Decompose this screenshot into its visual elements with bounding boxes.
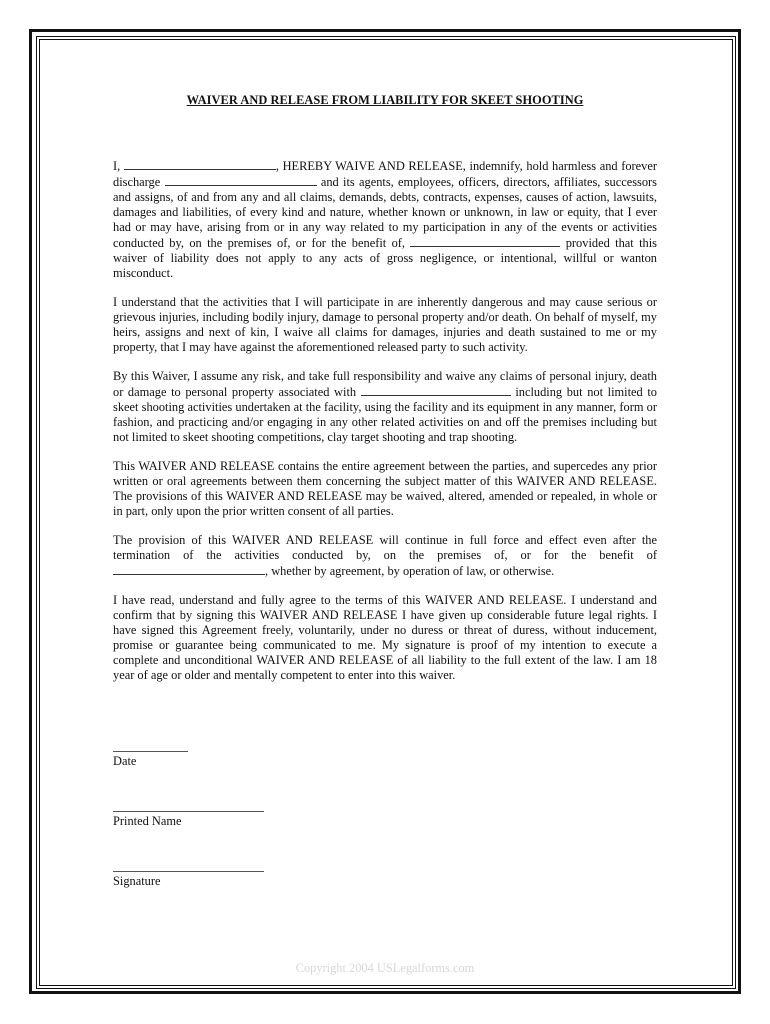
copyright-watermark: Copyright 2004 USLegalforms.com: [295, 961, 475, 975]
document-body: [113, 158, 657, 697]
paragraph-text: The provision of this WAIVER AND RELEASE will continue in full force and effect even after the termination of the activities conducted by, on the premises of, or for the benefit of: [113, 533, 657, 562]
paragraph-text: , whether by agreement, by operation of law, or otherwise.: [265, 564, 555, 578]
date-label: Date: [113, 754, 137, 768]
paragraph-acknowledgment: I have read, understand and fully agree to the terms of this WAIVER AND RELEASE. I understand and confirm that by signing this WAIVER AND RELEASE I have given up considerable future legal rights. I have signed this Agreement freely, voluntarily, under no duress or threat of duress, without inducement, promise or guarantee being communicated to me. My signature is proof of my intention to execute a complete and unconditional WAIVER AND RELEASE of all liability to the full extent of the law. I am 18 year of age or older and mentally competent to enter into this waiver.: [113, 593, 657, 682]
paragraph-risk: I understand that the activities that I will participate in are inherently dangerous and may cause serious or grievous injuries, including bodily injury, damage to personal property and/or death. On behalf of myself, my heirs, assigns and next of kin, I waive all claims for damages, injuries and death sustained to me or my property, that I may have against the aforementioned released party to such activity.: [113, 295, 657, 354]
releasor-name-blank[interactable]: [124, 158, 276, 170]
paragraph-text: provided that this waiver of liability does not apply to any acts of gross negligence, or intentional, willful or wanton misconduct.: [113, 236, 657, 280]
paragraph-text: By this Waiver, I assume any risk, and take full responsibility and waive any claims of personal injury, death or damage to personal property associated with: [113, 369, 657, 399]
paragraph-survival: [113, 533, 657, 579]
paragraph-text: I,: [113, 159, 124, 173]
signature-line[interactable]: [113, 871, 264, 872]
printed-name-line[interactable]: [113, 811, 264, 812]
signature-label: Signature: [113, 874, 161, 888]
date-line[interactable]: [113, 751, 188, 752]
document-title: WAIVER AND RELEASE FROM LIABILITY FOR SKEET SHOOTING: [186, 93, 584, 107]
paragraph-text: , HEREBY WAIVE AND RELEASE, indemnify, hold harmless and forever discharge: [113, 159, 657, 189]
paragraph-text: and its agents, employees, officers, directors, affiliates, successors and assigns, of and from any and all claims, demands, debts, contracts, expenses, causes of action, lawsuits, damages and liabilities, of every kind and nature, whether known or unknown, in law or equity, that I ever had or may have, arising from or in any way related to my participation in any of the events or activities conducted by, on the premises of, or for the benefit of,: [113, 175, 657, 250]
released-party-blank[interactable]: [165, 174, 317, 186]
paragraph-assumption: [113, 369, 657, 445]
paragraph-waiver: [113, 158, 657, 281]
paragraph-text: including but not limited to skeet shooting activities undertaken at the facility, using the facility and its equipment in any manner, form or fashion, and practicing and/or engaging in any other related activities on and off the premises including but not limited to skeet shooting competitions, clay target shooting and trap shooting.: [113, 385, 657, 444]
survival-party-blank[interactable]: [113, 563, 265, 575]
associated-party-blank[interactable]: [361, 384, 511, 396]
paragraph-entire-agreement: This WAIVER AND RELEASE contains the entire agreement between the parties, and supercedes any prior written or oral agreements between them concerning the subject matter of this WAIVER AND RELEASE. The provisions of this WAIVER AND RELEASE may be waived, altered, amended or repealed, in whole or in part, only upon the prior written consent of all parties.: [113, 459, 657, 518]
printed-name-label: Printed Name: [113, 814, 182, 828]
beneficiary-blank[interactable]: [410, 235, 560, 247]
